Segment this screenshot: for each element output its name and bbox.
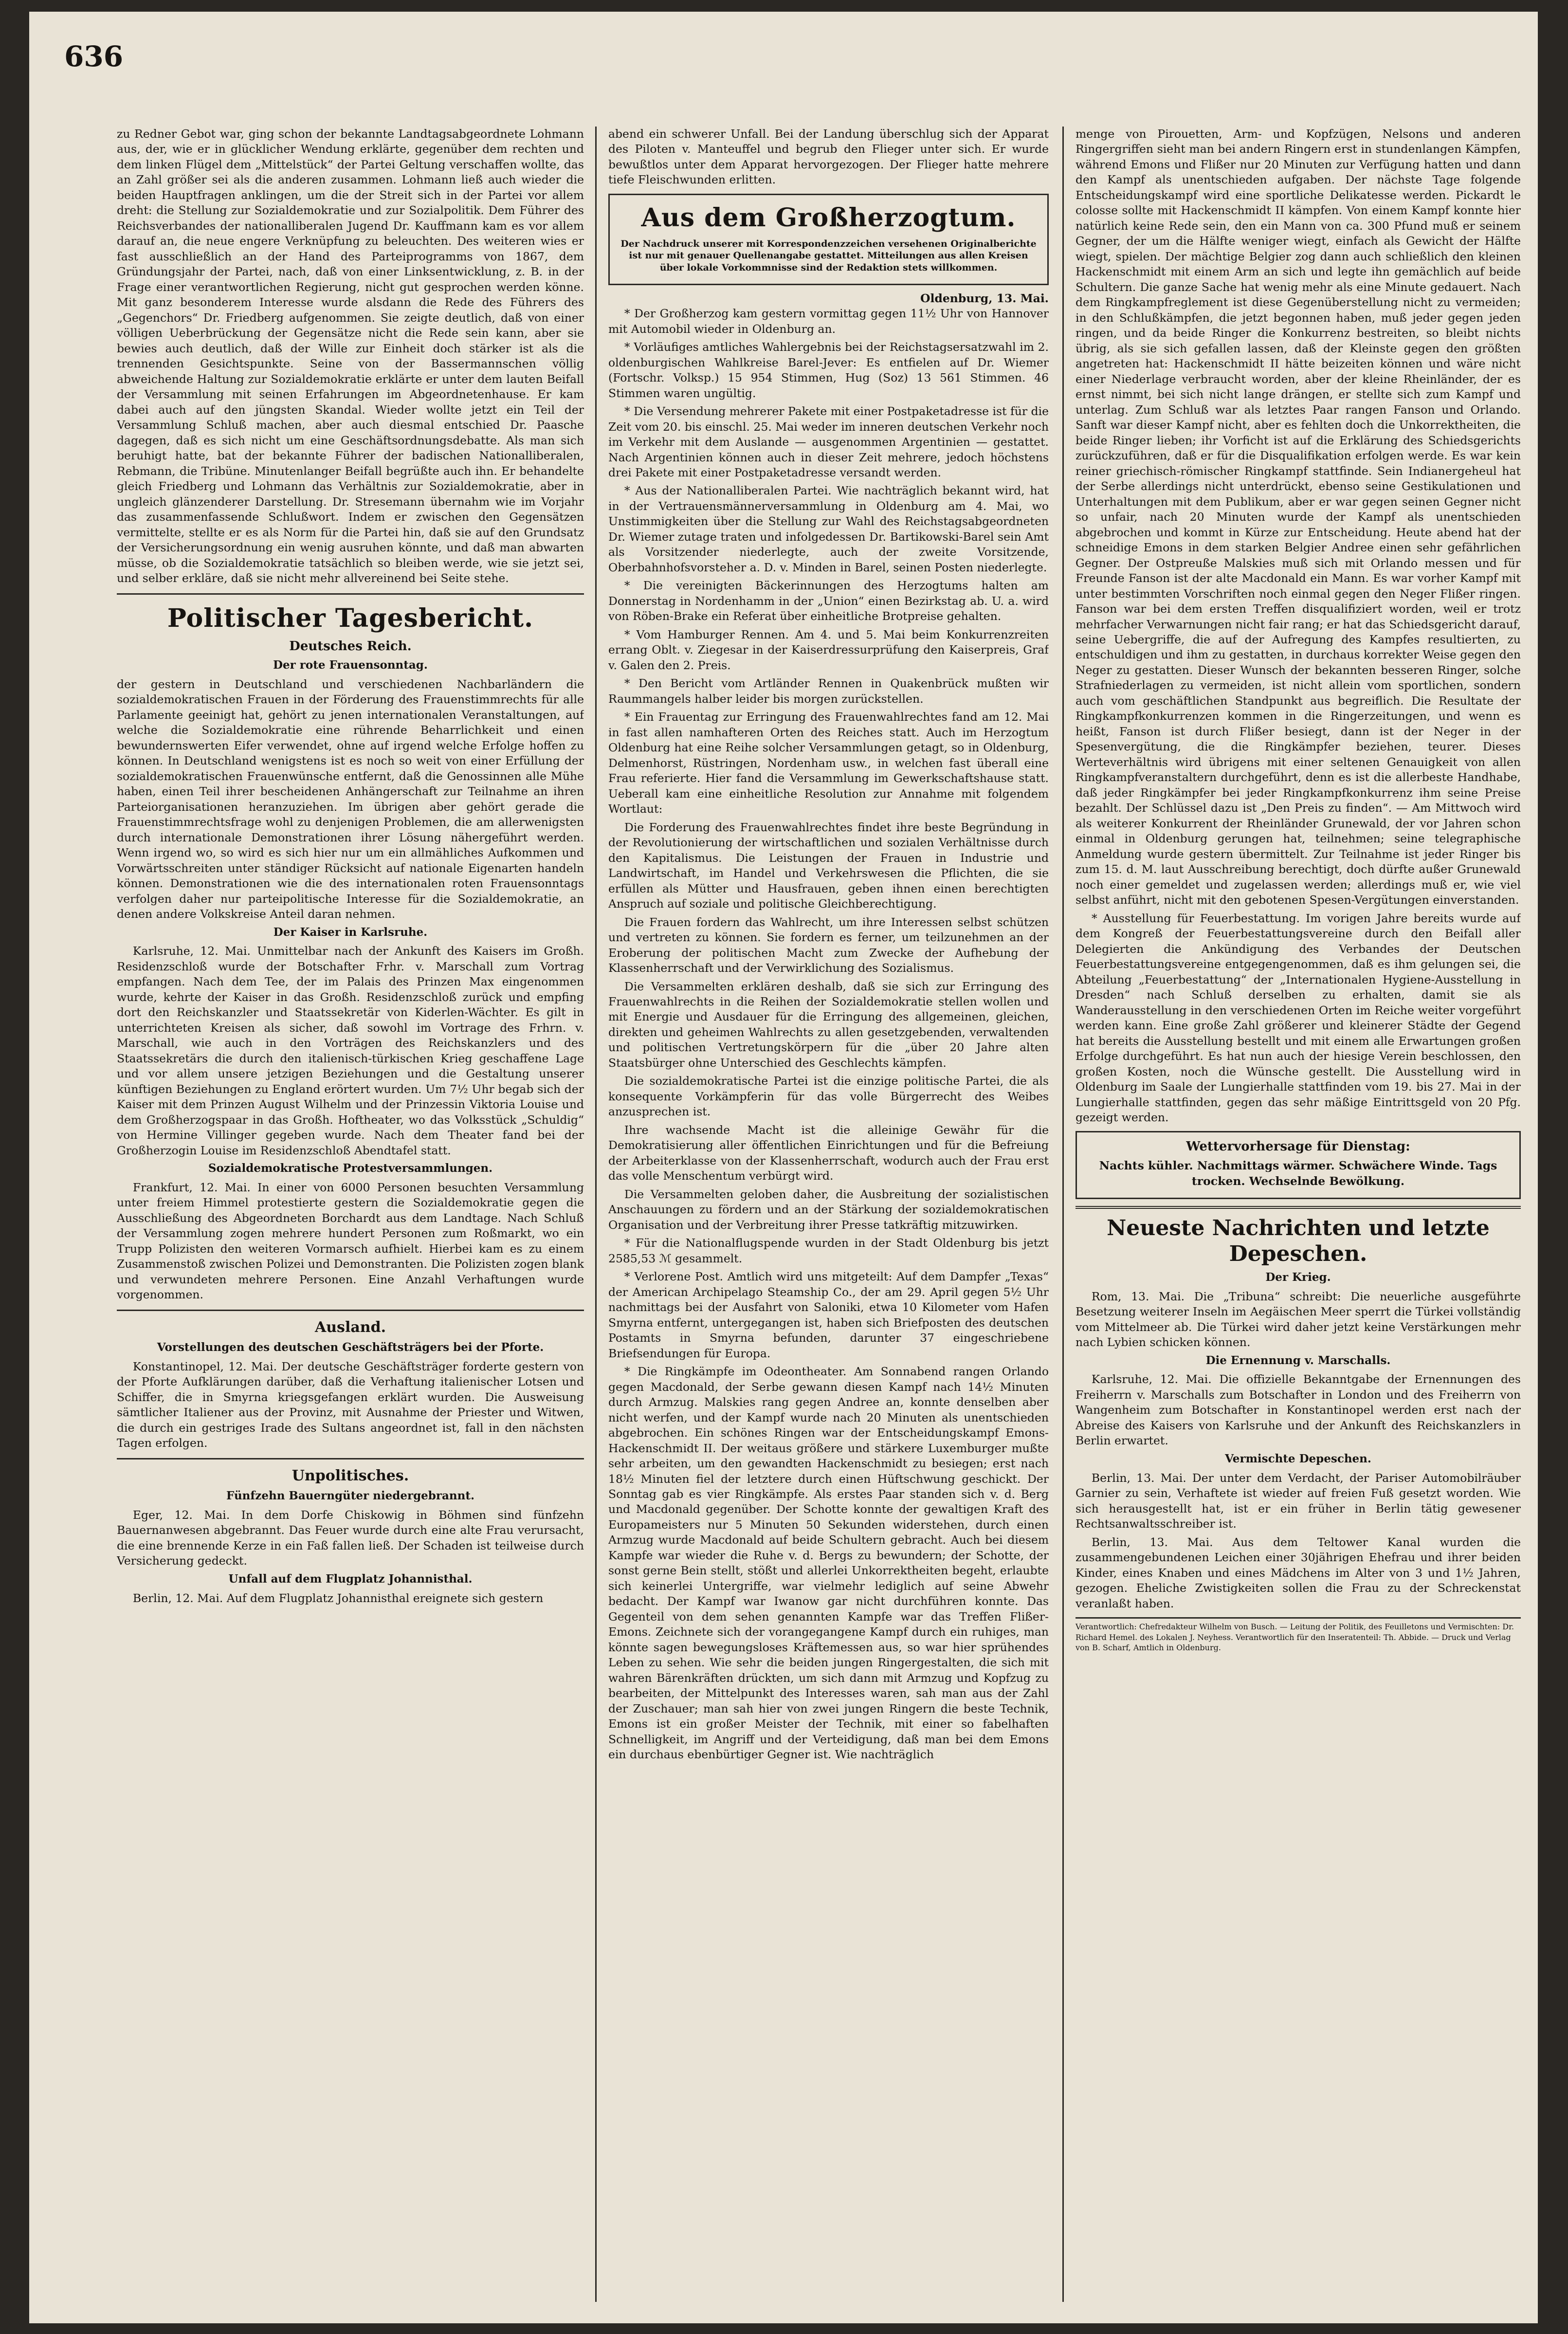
column-2 [608,127,1049,2307]
unfall-article: Berlin, 12. Mai. Auf dem Flugplatz Johannisthal ereignete sich gestern [132,1591,544,1605]
divider [117,1310,584,1311]
ernennung-article: Karlsruhe, 12. Mai. Die offizielle Bekanntgabe der Ernennungen des Freiherrn v. Marschalls zum Botschafter in London und des Freiherrn von Wangenheim zum Botschafter in Konstantinopel werden erst nach der Abreise des Kaisers von Karlsruhe und der Ankunft des Reichskanzlers in Berlin erwartet. [1076,1372,1521,1448]
subheading-protest: Sozialdemokratische Protestversammlungen. [208,1162,493,1175]
frauensonntag-article: der gestern in Deutschland und verschiedenen Nachbarländern die sozialdemokratischen Frauen in der Förderung des Frauenstimmrechts für alle Parlamente geeinigt hat, gehört zu jenen internationalen Veranstaltungen, auf welche die Sozialdemokratie eine rührende Beharrlichkeit und einen bewundernswerten Eifer verwendet, ohne auf irgend welche Erfolge hoffen zu können. In Deutschland wenigstens ist es noch so weit von einer Erfüllung der sozialdemokratischen Frauenwünsche entfernt, daß die Genossinnen alle Mühe haben, einen Teil ihrer bescheidenen Anhängerschaft zur Teilnahme an ihren Parteiorganisationen heranzuziehen. Im übrigen aber gehört gerade die Frauenstimmrechtsfrage wohl zu denjenigen Problemen, die am allerwenigsten durch internationale Demonstrationen ihrer Lösung nähergeführt werden. Wenn irgend wo, so wird es sich hier nur um ein allmähliches Aufkommen und Vorwärtsschreiten unter ständiger Rücksicht auf nationale Eigenarten handeln können. Demonstrationen wie die des internationalen roten Frauensonntags verfolgen daher nur parteipolitische Interesse für die Sozialdemokratie, an denen andere Volkskreise Anteil daran nehmen. [117,677,584,921]
feuerbestattung-article: * Ausstellung für Feuerbestattung. Im vorigen Jahre bereits wurde auf dem Kongreß der Feuerbestattungsvereine durch den Beifall aller Delegierten die Ankündigung des Verbandes der Deutschen Feuerbestattungsvereine entgegengenommen, daß es ihm gelungen sei, die Abteilung „Feuerbestattung“ der „Internationalen Hygiene-Ausstellung in Dresden“ nach Schluß derselben zu erhalten, damit sie als Wanderausstellung in den verschiedenen Orten im Reiche weiter vorgeführt werden kann. Eine große Zahl größerer und kleinerer Städte der Gegend hat bereits die Ausstellung bestellt und mit einem alle Erwartungen großen Erfolge durchgeführt. Es hat nun auch der hiesige Verein beschlossen, den großen Kosten, noch die Wünsche gestellt. Die Ausstellung wird in Oldenburg im Saale der Lungierhalle stattfinden vom 19. bis 27. Mai in der Lungierhalle stattfinden, gegen das sehr mäßige Eintrittsgeld von 20 Pfg. gezeigt werden. [1076,911,1521,1124]
subheading-pforte: Vorstellungen des deutschen Geschäftsträgers bei der Pforte. [157,1341,544,1354]
column-1 [117,127,584,2307]
vermischt-article: Berlin, 13. Mai. Aus dem Teltower Kanal wurden die zusammengebundenen Leichen einer 30jährigen Ehefrau und ihrer beiden Kinder, eines Knaben und eines Mädchens im Alter von 3 und 1½ Jahren, gezogen. Eheliche Zwistigkeiten sollen die Frau zu der Schreckenstat veranlaßt haben. [1076,1535,1521,1610]
subheading-reich: Deutsches Reich. [289,639,412,654]
heading-political-report: Politischer Tagesbericht. [167,603,534,633]
vermischt-article: Berlin, 13. Mai. Der unter dem Verdacht, der Pariser Automobilräuber Garnier zu sein, Verhaftete ist wieder auf freien Fuß gesetzt worden. Wie sich herausgestellt hat, ist er ein früher in Berlin tätig gewesener Rechtsanwaltsschreiber ist. [1076,1471,1521,1531]
column-rule-2 [1062,127,1064,2302]
resolution-text: Die Versammelten erklären deshalb, daß sie sich zur Erringung des Frauenwahlrechts in die Reihen der Sozialdemokratie stellen wollen und mit Energie und Ausdauer für die Erringung des allgemeinen, gleichen, direkten und geheimen Wahlrechts zu allen gesetzgebenden, verwaltenden und politischen Vertretungskörpern für die „über 20 Jahre alten Staatsbürger ohne Unterschied des Geschlechts kämpfen. [608,979,1049,1070]
subheading-kaiser: Der Kaiser in Karlsruhe. [273,925,428,939]
resolution-text: Ihre wachsende Macht ist die alleinige Gewähr für die Demokratisierung aller öffentlichen Einrichtungen und für die Befreiung der Arbeiterklasse von der Klassenherrschaft, wodurch auch der Frau erst das volle Menschentum verbürgt wird. [608,1123,1049,1183]
subheading-ernennung: Die Ernennung v. Marschalls. [1205,1353,1391,1367]
divider [117,1458,584,1459]
column-rule-1 [595,127,597,2302]
subheading-bauern: Fünfzehn Bauerngüter niedergebrannt. [226,1489,474,1502]
weather-text: Nachts kühler. Nachmittags wärmer. Schwächere Winde. Tags trocken. Wechselnde Bewölkung. [1099,1159,1497,1188]
local-item: * Für die Nationalflugspende wurden in der Stadt Oldenburg bis jetzt 2585,53 ℳ gesammelt. [608,1236,1049,1265]
ringkampf-continued: menge von Pirouetten, Arm- und Kopfzügen, Nelsons und anderen Ringergriffen sieht man bei andern Ringern erst in stundenlangen Kämpfen, während Emons und Flißer nur 20 Minuten zur Verfügung hatten und dann den Kampf als unentschieden aufgaben. Der nächste Tage folgende Entscheidungskampf wird eine sportliche Delikatesse werden. Pickardt le colosse sollte mit Hackenschmidt II kämpfen. Von einem Kampf konnte hier natürlich keine Rede sein, den ein Mann von ca. 300 Pfund muß er seinem Gegner, der um die Hälfte weniger wiegt, einfach als Gewicht der Hälfte wiegt, spielen. Der mächtige Belgier zog dann auch schließlich den kleinen Hackenschmidt mit einem Arm an sich und legte ihn gemächlich auf beide Schultern. Die ganze Sache hat wenig mehr als eine Minute gedauert. Nach dem Ringkampfreglement ist diese Gegenüberstellung nicht zu vermeiden; in den Schlußkämpfen, die jetzt begonnen haben, muß jeder gegen jeden ringen, und da beide Ringer die Konkurrenz bestreiten, so bleibt nichts übrig, als sie sich gefallen lassen, daß der Kleinste gegen den größten angetreten hat: Hackenschmidt II hätte beizeiten können und wäre nicht einer Niederlage verbraucht worden, aber der kleine Rheinländer, der es ernst nimmt, bei sich nicht lange drängen, er stellte sich zum Kampf und unterlag. Zum Schluß war als letztes Paar rangen Fanson und Orlando. Sanft war dieser Kampf nicht, aber es fehlten doch die Unkorrektheiten, die beide Ringer lieben; ihr Vorficht ist auf die Erklärung des Schiedsgerichts zurückzuführen, daß er für die Disqualifikation erfolgen werde. Es war kein reiner griechisch-römischer Ringkampf stattfinde. Sein Indianergeheul hat der Serbe allerdings nicht unterdrückt, ebenso seine Gestikulationen und Unterhaltungen mit dem Publikum, aber er war gegen seinen Gegner nicht so unfair, nach 20 Minuten wurde der Kampf als unentschieden abgebrochen und kommt in Kürze zur Entscheidung. Heute abend hat der schneidige Emons in dem starken Belgier Andree einen sehr gefährlichen Gegner. Der Ostpreuße Malskies muß sich mit Orlando messen und für Freunde Fanson ist der alte Macdonald ein Mann. Es war vorher Kampf mit unter bestimmten Vorschriften noch einmal gegen den Neger Flißer ringen. Fanson war bei dem ersten Treffen disqualifiziert worden, weil er trotz mehrfacher Verwarnungen nicht fair rang; er hat das Schiedsgericht darauf, seine Uebergriffe, die auf der Aufregung des Kampfes resultierten, zu entschuldigen und ihm zu gestatten, in durchaus korrekter Weise gegen den Neger zu gestatten. Dieser Wunsch der bekannten besseren Ringer, solche Strafniederlagen zu vermeiden, ist nicht allein vom sportlichen, sondern auch vom geschäftlichen Standpunkt aus begreiflich. Die Resultate der Ringkampfkonkurrenzen kommen in die Ringerzeitungen, und wenn es heißt, Fanson ist durch Flißer besiegt, dann ist der Neger in der Spesenvergütung, die die Ringkämpfer beziehen, teurer. Dieses Werteverhältnis wird übrigens mit einer seltenen Genauigkeit von allen Ringkampfveranstaltern durchgeführt, denn es ist die allerbeste Handhabe, daß jeder Ringkämpfer bei jeder Ringkampfkonkurrenz ihm seine Preise bezahlt. Der Schlüssel dazu ist „Den Preis zu finden“. — Am Mittwoch wird als weiterer Konkurrent der Rheinländer Grunewald, der vor Jahren schon einmal in Oldenburg gerungen hat, teilnehmen; seine telegraphische Anmeldung wurde gestern übermittelt. Zur Teilnahme ist jeder Ringer bis zum 15. d. M. laut Ausschreibung berechtigt, doch dürfte außer Grunewald noch einer gemeldet und zugelassen werden; allerdings muß er, wie viel selbst anführt, nicht mit den gebotenen Spesen-Vergütungen einverstanden. [1076,127,1521,907]
pforte-article: Konstantinopel, 12. Mai. Der deutsche Geschäftsträger forderte gestern von der Pforte Aufklärungen darüber, daß die Verhaftung italienischer Lotsen und Schiffer, die in Smyrna kriegsgefangen erklärt wurden. Die Ausweisung sämtlicher Italiener aus der Provinz, mit Ausnahme der Priester und Witwen, die durch ein gestriges Irade des Sultans angeordnet ist, fall in den nächsten Tagen erfolgen. [117,1359,584,1450]
local-item: * Aus der Nationalliberalen Partei. Wie nachträglich bekannt wird, hat in der Vertrauensmännerversammlung in Oldenburg am 4. Mai, wo Unstimmigkeiten über die Stellung zur Wahl des Reichstagsabgeordneten Dr. Wiemer zutage traten und infolgedessen Dr. Bartikowski-Barel sein Amt als Vorsitzender niederlegte, auch der zweite Vorsitzende, Oberbahnhofsvorsteher a. D. v. Minden in Barel, seinen Posten niederlegte. [608,484,1049,574]
weather-box [1076,1131,1521,1199]
resolution-text: Die Frauen fordern das Wahlrecht, um ihre Interessen selbst schützen und vertreten zu können. Sie fordern es ferner, um teilzunehmen an der Eroberung der politischen Macht zum Zwecke der Aufhebung der Klassenherrschaft und der Verwirklichung des Sozialismus. [608,915,1049,975]
local-item: * Die Versendung mehrerer Pakete mit einer Postpaketadresse ist für die Zeit vom 20. bis einschl. 25. Mai weder im inneren deutschen Verkehr noch im Verkehr mit dem Auslande — ausgenommen Argentinien — gestattet. Nach Argentinien können auch in dieser Zeit mehrere, jedoch höchstens drei Pakete mit einer Postpaketadresse versandt werden. [608,404,1049,479]
reprint-note: Der Nachdruck unserer mit Korrespondenzzeichen versehenen Originalberichte ist nur mit genauer Quellenangabe gestattet. Mitteilungen aus allen Kreisen über lokale Vorkommnisse sind der Redaktion stets willkommen. [620,238,1037,273]
subheading-frauensonntag: Der rote Frauensonntag. [273,658,428,672]
resolution-text: Die Versammelten geloben daher, die Ausbreitung der sozialistischen Anschauungen zu fördern und an der Stärkung der sozialdemokratischen Organisation und der Verbreitung ihrer Presse tatkräftig mitzuwirken. [608,1187,1049,1232]
weather-title: Wettervorhersage für Dienstag: [1186,1139,1410,1154]
heading-latest-news: Neueste Nachrichten und letzte Depeschen. [1107,1216,1490,1267]
newspaper-page [29,12,1538,2323]
local-item: * Vom Hamburger Rennen. Am 4. und 5. Mai beim Konkurrenzreiten errang Oblt. v. Ziegesar in der Kaiserdressurprüfung den Kaiserpreis, Graf v. Galen den 2. Preis. [608,627,1049,672]
subheading-vermischt: Vermischte Depeschen. [1225,1452,1371,1465]
resolution-text: Die Forderung des Frauenwahlrechtes findet ihre beste Begründung in der Revolutionierung der wirtschaftlichen und sozialen Verhältnisse durch den Kapitalismus. Die Leistungen der Frauen in Industrie und Landwirtschaft, im Handel und Verkehrswesen die Pflichten, die sie erfüllen als Mütter und Hausfrauen, geben ihnen einen berechtigten Anspruch auf soziale und politische Gleichberechtigung. [608,820,1049,911]
krieg-article: Rom, 13. Mai. Die „Tribuna“ schreibt: Die neuerliche ausgeführte Besetzung weiterer Inseln im Aegäischen Meer sperrt die Türkei vollständig vom Mittelmeer ab. Die Türkei wird daher jetzt keine Verstärkungen mehr nach Lybien schicken können. [1076,1289,1521,1349]
party-congress-article: zu Redner Gebot war, ging schon der bekannte Landtagsabgeordnete Lohmann aus, der, wie er in glücklicher Wendung erklärte, gegenüber dem rechten und dem linken Flügel dem „Mittelstück“ der Partei Geltung verschaffen wollte, das an Zahl größer sei als die anderen zusammen. Lohmann ließ auch wieder die beiden Hauptfragen anklingen, um die der Streit sich in der Partei vor allem dreht: die Stellung zur Sozialdemokratie und zur Sozialpolitik. Dem Führer des Reichsverbandes der nationalliberalen Jugend Dr. Kauffmann kam es vor allem darauf an, die neue engere Verknüpfung zu beleuchten. Des weiteren wies er fast ausschließlich an der Hand des Parteiprogramms von 1867, dem Gründungsjahr der Partei, nach, daß von einer Linksentwicklung, z. B. in der Frage einer verantwortlichen Regierung, nicht gut gesprochen werden könne. Mit ganz besonderem Interesse wurde alsdann die Rede des Führers des „Gegenchors“ Dr. Friedberg aufgenommen. Sie zeigte deutlich, daß von einer völligen Ueberbrückung der Gegensätze nicht die Rede sein kann, aber sie bewies auch deutlich, daß der Wille zur Einheit doch stärker ist als die trennenden Gesichtspunkte. Seine von der Bassermannschen völlig abweichende Haltung zur Sozialdemokratie erklärte er unter dem lauten Beifall der Versammlung mit seinen Erfahrungen im Abgeordnetenhause. Er kam dabei auch auf den jüngsten Skandal. Wieder wollte jetzt ein Teil der Versammlung Schluß machen, aber auch diesmal entschied Dr. Paasche dagegen, daß es sich nicht um eine Geschäftsordnungsdebatte. Als man sich beruhigt hatte, bat der bekannte Führer der badischen Nationalliberalen, Rebmann, die Tribüne. Minutenlanger Beifall begrüßte auch ihn. Er behandelte gleich Friedberg und Lohmann das Verhältnis zur Sozialdemokratie, aber in ungleich glänzenderer Darstellung. Dr. Stresemann übernahm wie im Vorjahr das zusammenfassende Schlußwort. Indem er zwischen den Gegensätzen vermittelte, stellte er es als Norm für die Partei hin, daß sie auf den Grundsatz der Versicherungsordnung ein wenig ausruhen könnte, und daß man abwarten müsse, ob die Sozialdemokratie tatsächlich so bleiben werde, wie sie jetzt sei, und selber erkläre, daß sie nicht mehr allvereinend bei Seite stehe. [117,127,584,585]
local-item: * Die Ringkämpfe im Odeontheater. Am Sonnabend rangen Orlando gegen Macdonald, der Serbe gewann diesen Kampf nach 14½ Minuten durch Armzug. Malskies rang gegen Andree an, konnte denselben aber nicht werfen, und der Kampf wurde nach 20 Minuten als unentschieden abgebrochen. Ein schönes Ringen war der Entscheidungskampf Emons-Hackenschmidt II. Der weitaus größere und stärkere Luxemburger mußte sehr arbeiten, um den gewandten Hackenschmidt zu besiegen; erst nach 18½ Minuten fiel der letztere durch einen Hüftschwung geschickt. Der Sonntag gab es vier Ringkämpfe. Als erstes Paar standen sich v. d. Berg und Macdonald gegenüber. Der Schotte konnte der gewaltigen Kraft des Europameisters nur 5 Minuten 50 Sekunden widerstehen, durch einen Armzug wurde Macdonald auf beide Schultern gebracht. Auch bei diesem Kampfe war wieder die Ruhe v. d. Bergs zu bewundern; der Schotte, der sonst gerne Bein stellt, stößt und allerlei Unkorrektheiten begeht, erlaubte sich keinerlei Untergriffe, war vielmehr lediglich auf seine Abwehr bedacht. Der Kampf war Iwanow gar nicht durchführen konnte. Das Gegenteil von dem sehen genannten Kampfe war das Treffen Flißer-Emons. Zeichnete sich der vorangegangene Kampf durch ein ruhiges, man könnte sagen bewegungsloses Kräftemessen aus, so war hier sprühendes Leben zu sehen. Wie sehr die beiden jungen Ringergestalten, die sich mit wahren Bärenkräften drückten, um sich dann mit Armzug und Kopfzug zu bearbeiten, der Mittelpunkt des Interesses waren, sah man aus der Zahl der Zuschauer; man sah hier von zwei jungen Ringern die beste Technik, Emons ist ein großer Meister der Technik, mit einer so fabelhaften Schnelligkeit, im Angriff und der Verteidigung, daß man bei dem Emons ein durchaus ebenbürtiger Gegner ist. Wie nachträglich [608,1365,1049,1762]
local-item: * Der Großherzog kam gestern vormittag gegen 11½ Uhr von Hannover mit Automobil wieder in Oldenburg an. [608,307,1049,336]
local-item: * Vorläufiges amtliches Wahlergebnis bei der Reichstagsersatzwahl im 2. oldenburgischen Wahlkreise Barel-Jever: Es entfielen auf Dr. Wiemer (Fortschr. Volksp.) 15 954 Stimmen, Hug (Soz) 13 561 Stimmen. 46 Stimmen waren ungültig. [608,340,1049,400]
local-item: * Ein Frauentag zur Erringung des Frauenwahlrechtes fand am 12. Mai in fast allen namhafteren Orten des Reiches statt. Auch im Herzogtum Oldenburg hat eine Reihe solcher Versammlungen getagt, so in Oldenburg, Delmenhorst, Rüstringen, Nordenham usw., in welchen fast überall eine Frau referierte. Hier fand die Versammlung im Gewerkschaftshause statt. Ueberall kam eine einheitliche Resolution zur Annahme mit folgendem Wortlaut: [608,710,1049,816]
page-number: 636 [64,40,124,73]
imprint: Verantwortlich: Chefredakteur Wilhelm von Busch. — Leitung der Politik, des Feuilletons und Vermischten: Dr. Richard Hemel. des Lokalen J. Neyhess. Verantwortlich für den Inseratenteil: Th. Abbide. — Druck und Verlag von B. Scharf, Amtlich in Oldenburg. [1076,1617,1521,1653]
local-item: * Verlorene Post. Amtlich wird uns mitgeteilt: Auf dem Dampfer „Texas“ der American Archipelago Steamship Co., der am 29. April gegen 5½ Uhr nachmittags bei der Ausfahrt von Saloniki, etwa 10 Kilometer vom Hafen Smyrna entfernt, untergegangen ist, haben sich Briefposten des deutschen Postamts in Smyrna befunden, darunter 37 eingeschriebene Briefsendungen für Europa. [608,1270,1049,1360]
subheading-unfall: Unfall auf dem Flugplatz Johannisthal. [228,1572,473,1586]
bauern-article: Eger, 12. Mai. In dem Dorfe Chiskowig in Böhmen sind fünfzehn Bauernanwesen abgebrannt. Das Feuer wurde durch eine alte Frau verursacht, die eine brennende Kerze in ein Faß fallen ließ. Der Schaden ist teilweise durch Versicherung gedeckt. [117,1508,584,1568]
local-item: * Die vereinigten Bäckerinnungen des Herzogtums halten am Donnerstag in Nordenhamm in der „Union“ einen Bezirkstag ab. U. a. wird von Röben-Brake ein Referat über einheitliche Brotpreise gehalten. [608,579,1049,623]
dateline-oldenburg: Oldenburg, 13. Mai. [920,291,1049,305]
heading-unpolitisches: Unpolitisches. [292,1467,409,1484]
subheading-krieg: Der Krieg. [1265,1270,1331,1284]
resolution-text: Die sozialdemokratische Partei ist die einzige politische Partei, die als konsequente Vorkämpferin für das volle Bürgerrecht des Weibes anzusprechen ist. [608,1074,1049,1119]
kaiser-article: Karlsruhe, 12. Mai. Unmittelbar nach der Ankunft des Kaisers im Großh. Residenzschloß wurde der Botschafter Frhr. v. Marschall zum Vortrag empfangen. Nach dem Tee, der im Palais des Prinzen Max eingenommen wurde, kehrte der Kaiser in das Großh. Residenzschloß zurück und empfing dort den Reichskanzler und Staatssekretär von Kiderlen-Wächter. Es gilt in unterrichteten Kreisen als sicher, daß sowohl im Vortrage des Frhrn. v. Marschall, wie auch in den Vorträgen des Reichskanzlers und des Staatssekretärs die durch den italienisch-türkischen Krieg geschaffene Lage und vor allem unsere jetzigen Beziehungen und die Gestaltung unserer künftigen Beziehungen zu England erörtert wurden. Um 7½ Uhr begab sich der Kaiser mit dem Prinzen August Wilhelm und der Prinzessin Viktoria Louise und dem Großherzogspaar in das Großh. Hoftheater, wo das Volksstück „Schuldig“ von Hermine Villinger gegeben wurde. Nach dem Theater fand bei der Großherzogin Louise im Residenzschloß Abendtafel statt. [117,944,584,1157]
grossherzogtum-header-box [608,194,1049,285]
heading-ausland: Ausland. [314,1318,386,1336]
unfall-continued: abend ein schwerer Unfall. Bei der Landung überschlug sich der Apparat des Piloten v. Manteuffel und begrub den Flieger unter sich. Er wurde bewußtlos unter dem Apparat hervorgezogen. Der Flieger hatte mehrere tiefe Fleischwunden erlitten. [608,127,1049,187]
protest-article: Frankfurt, 12. Mai. In einer von 6000 Personen besuchten Versammlung unter freiem Himmel protestierte gestern die Sozialdemokratie gegen die Ausschließung des Abgeordneten Borchardt aus dem Landtage. Nach Schluß der Versammlung zogen mehrere hundert Personen zum Roßmarkt, wo ein Trupp Polizisten den weiteren Vormarsch aufhielt. Hierbei kam es zu einem Zusammenstoß zwischen Polizei und Demonstranten. Die Polizisten zogen blank und verwundeten mehrere Personen. Eine Anzahl Verhaftungen wurde vorgenommen. [117,1181,584,1302]
local-item: * Den Bericht vom Artländer Rennen in Quakenbrück mußten wir Raummangels halber leider bis morgen zurückstellen. [608,676,1049,706]
divider [1076,1206,1521,1209]
column-3 [1076,127,1521,2307]
heading-grossherzogtum: Aus dem Großherzogtum. [641,202,1016,233]
divider [117,593,584,595]
